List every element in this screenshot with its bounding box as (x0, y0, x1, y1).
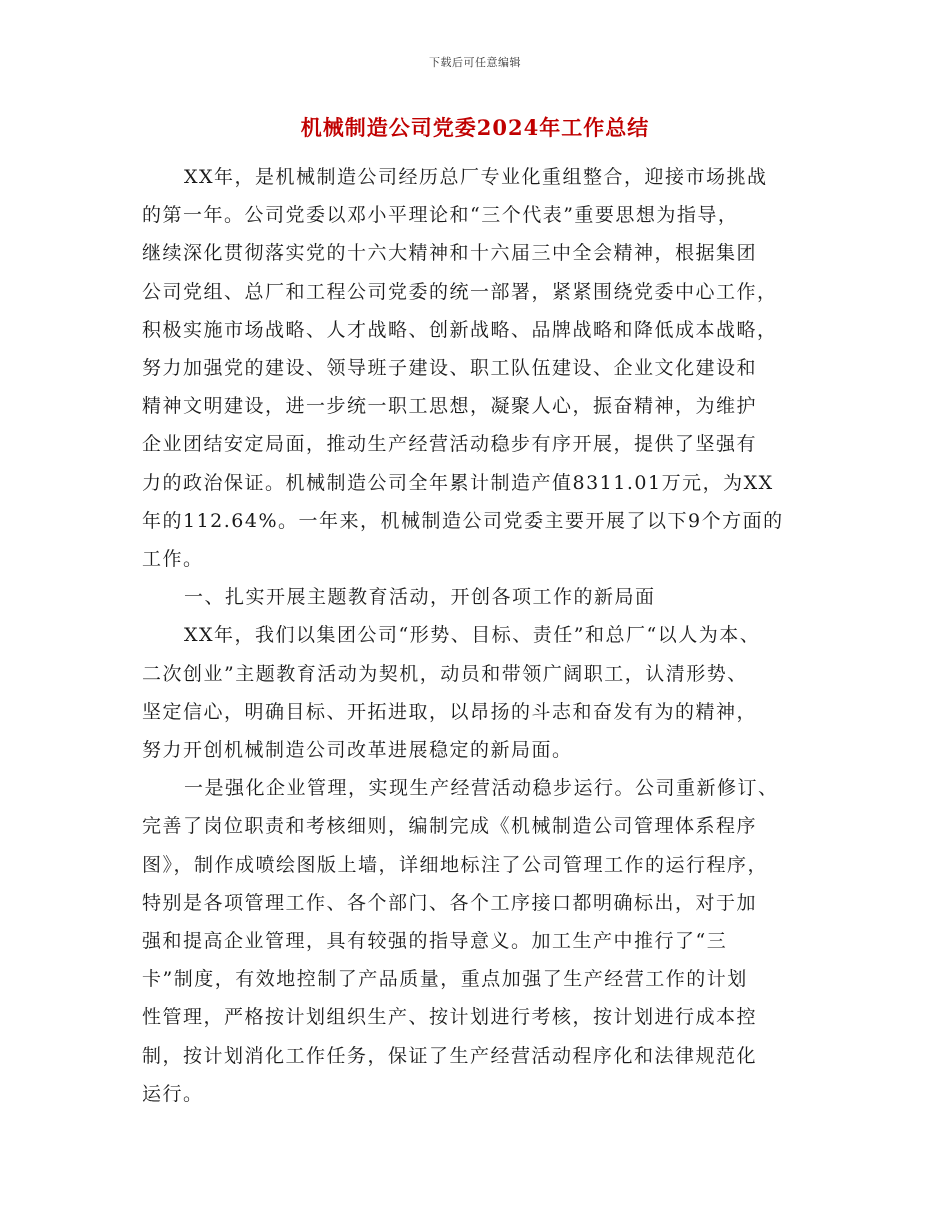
paragraph-line: XX年，我们以集团公司“形势、目标、责任”和总厂“以人为本、 (184, 624, 761, 647)
paragraph-line: 努力加强党的建设、领导班子建设、职工队伍建设、企业文化建设和 (142, 357, 758, 380)
paragraph-line: 特别是各项管理工作、各个部门、各个工序接口都明确标出，对于加 (142, 891, 758, 914)
paragraph-line: 的第一年。公司党委以邓小平理论和“三个代表”重要思想为指导， (142, 204, 739, 227)
paragraph-line: 强和提高企业管理，具有较强的指导意义。加工生产中推行了“三 (142, 930, 728, 953)
paragraph-line: 一是强化企业管理，实现生产经营活动稳步运行。公司重新修订、 (184, 777, 779, 800)
paragraph-line: 坚定信心，明确目标、开拓进取，以昂扬的斗志和奋发有为的精神， (142, 700, 758, 723)
section-heading: 一、扎实开展主题教育活动，开创各项工作的新局面 (184, 586, 656, 609)
document-body (142, 158, 812, 1113)
paragraph-line: 工作。 (142, 548, 204, 571)
page-header-note: 下载后可任意编辑 (429, 56, 521, 69)
paragraph-line: 二次创业”主题教育活动为契机，动员和带领广阔职工，认清形势、 (142, 662, 748, 685)
paragraph-line: 积极实施市场战略、人才战略、创新战略、品牌战略和降低成本战略， (142, 318, 778, 341)
paragraph-line: 精神文明建设，进一步统一职工思想，凝聚人心，振奋精神，为维护 (142, 395, 758, 418)
paragraph-line: XX年，是机械制造公司经历总厂专业化重组整合，迎接市场挑战 (184, 166, 768, 188)
paragraph-line: 公司党组、总厂和工程公司党委的统一部署，紧紧围绕党委中心工作， (142, 280, 778, 303)
paragraph-line: 运行。 (142, 1082, 204, 1105)
paragraph-line: 性管理，严格按计划组织生产、按计划进行考核，按计划进行成本控 (142, 1006, 758, 1029)
document-title: 机械制造公司党委2024年工作总结 (300, 115, 650, 140)
paragraph-line: 制，按计划消化工作任务，保证了生产经营活动程序化和法律规范化 (142, 1044, 758, 1067)
paragraph-line: 努力开创机械制造公司改革进展稳定的新局面。 (142, 739, 573, 762)
paragraph-line: 年的112.64%。一年来，机械制造公司党委主要开展了以下9个方面的 (142, 509, 784, 532)
paragraph-line: 图》，制作成喷绘图版上墙，详细地标注了公司管理工作的运行程序， (142, 853, 769, 876)
paragraph-line: 卡”制度，有效地控制了产品质量，重点加强了生产经营工作的计划 (142, 968, 748, 991)
paragraph-line: 力的政治保证。机械制造公司全年累计制造产值8311.01万元，为XX (142, 471, 774, 494)
paragraph-line: 完善了岗位职责和考核细则，编制完成《机械制造公司管理体系程序 (142, 815, 758, 838)
paragraph-line: 继续深化贯彻落实党的十六大精神和十六届三中全会精神，根据集团 (142, 242, 758, 265)
paragraph-line: 企业团结安定局面，推动生产经营活动稳步有序开展，提供了坚强有 (142, 433, 758, 456)
